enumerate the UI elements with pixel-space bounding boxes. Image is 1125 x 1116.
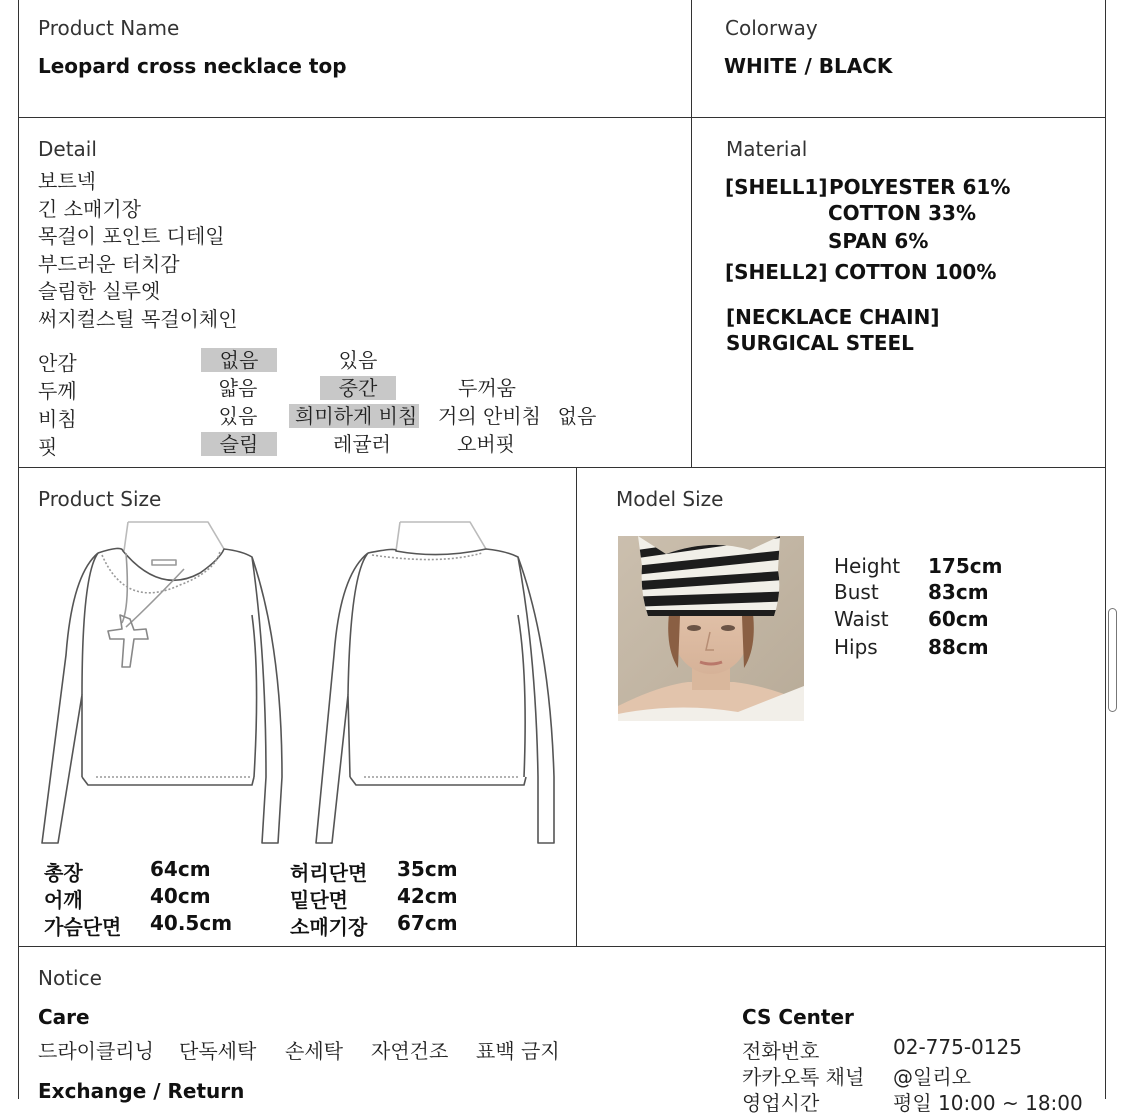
model-stat-value: 83cm	[928, 580, 989, 604]
detail-line: 써지컬스틸 목걸이체인	[38, 306, 238, 331]
product-name-label: Product Name	[38, 16, 180, 40]
material-chain-label: [NECKLACE CHAIN]	[726, 305, 940, 329]
material-label: Material	[726, 137, 808, 161]
material-chain-value: SURGICAL STEEL	[726, 331, 914, 355]
attr-sheer-option: 희미하게 비침	[289, 404, 419, 428]
colorway-value: WHITE / BLACK	[724, 54, 893, 78]
notice-label: Notice	[38, 966, 102, 990]
cs-center-label: CS Center	[742, 1005, 854, 1029]
attr-lining-name: 안감	[38, 351, 77, 375]
model-photo	[618, 536, 804, 721]
material-shell2: [SHELL2] COTTON 100%	[725, 260, 997, 284]
model-stat-value: 88cm	[928, 635, 989, 659]
cs-phone[interactable]: 02-775-0125	[893, 1035, 1022, 1059]
divider	[18, 946, 1106, 947]
attr-fit-name: 핏	[38, 435, 58, 459]
product-size-label: Product Size	[38, 487, 162, 511]
care-item: 손세탁	[285, 1039, 343, 1063]
vertical-scrollbar[interactable]	[1108, 608, 1117, 712]
size-value: 40cm	[150, 884, 211, 908]
detail-line: 슬림한 실루엣	[38, 279, 161, 303]
colorway-label: Colorway	[725, 16, 818, 40]
material-shell1-line: SPAN 6%	[828, 229, 929, 253]
attr-sheer-option: 거의 안비침	[438, 404, 541, 428]
detail-line: 보트넥	[38, 169, 96, 193]
attr-lining-option: 없음	[201, 348, 277, 372]
exchange-return-label: Exchange / Return	[38, 1079, 245, 1103]
size-name: 어깨	[44, 888, 83, 912]
product-name-value: Leopard cross necklace top	[38, 54, 347, 78]
size-name: 가슴단면	[44, 915, 122, 939]
cs-kakao[interactable]: @일리오	[893, 1065, 971, 1089]
material-shell1-line: COTTON 33%	[828, 201, 976, 225]
cs-row-name: 전화번호	[742, 1039, 820, 1063]
model-stat-name: Waist	[834, 607, 889, 631]
attr-thickness-option: 두꺼움	[458, 376, 516, 400]
size-name: 총장	[44, 861, 83, 885]
care-item: 자연건조	[371, 1039, 449, 1063]
care-item: 드라이클리닝	[38, 1039, 154, 1063]
size-name: 밑단면	[290, 888, 348, 912]
size-value: 67cm	[397, 911, 458, 935]
size-name: 허리단면	[290, 861, 368, 885]
care-item: 표백 금지	[476, 1039, 560, 1063]
divider	[18, 467, 1106, 468]
model-stat-name: Hips	[834, 635, 878, 659]
material-shell1-label: [SHELL1]	[725, 175, 828, 199]
attr-lining-option: 있음	[338, 348, 378, 372]
care-label: Care	[38, 1005, 90, 1029]
care-item: 단독세탁	[179, 1039, 257, 1063]
detail-line: 긴 소매기장	[38, 196, 141, 221]
garment-flat-sketch	[30, 515, 570, 850]
divider	[691, 0, 692, 467]
size-value: 42cm	[397, 884, 458, 908]
model-stat-name: Bust	[834, 580, 879, 604]
cs-hours: 평일 10:00 ~ 18:00	[893, 1091, 1083, 1115]
cs-row-name: 영업시간	[742, 1091, 820, 1115]
size-value: 64cm	[150, 857, 211, 881]
size-value: 40.5cm	[150, 911, 233, 935]
model-stat-name: Height	[834, 554, 901, 578]
divider	[576, 467, 577, 946]
material-shell1-line: POLYESTER 61%	[829, 175, 1011, 199]
detail-lines	[38, 168, 238, 333]
attr-fit-option: 레귤러	[333, 432, 391, 456]
attr-fit-option: 슬림	[201, 432, 277, 456]
model-stat-value: 60cm	[928, 607, 989, 631]
detail-line: 목걸이 포인트 디테일	[38, 224, 225, 248]
attr-thickness-name: 두께	[38, 379, 77, 403]
cs-row-name: 카카오톡 채널	[742, 1065, 865, 1089]
model-stat-value: 175cm	[928, 554, 1003, 578]
attr-sheer-name: 비침	[38, 407, 77, 431]
divider	[18, 117, 1106, 118]
detail-line: 부드러운 터치감	[38, 251, 180, 276]
attr-sheer-option: 없음	[557, 404, 597, 428]
attr-fit-option: 오버핏	[457, 432, 515, 456]
attr-thickness-option: 얇음	[218, 376, 258, 400]
size-name: 소매기장	[290, 915, 368, 939]
model-size-label: Model Size	[616, 487, 724, 511]
size-value: 35cm	[397, 857, 458, 881]
attr-thickness-option: 중간	[320, 376, 396, 400]
detail-label: Detail	[38, 137, 97, 161]
attr-sheer-option: 있음	[218, 404, 258, 428]
